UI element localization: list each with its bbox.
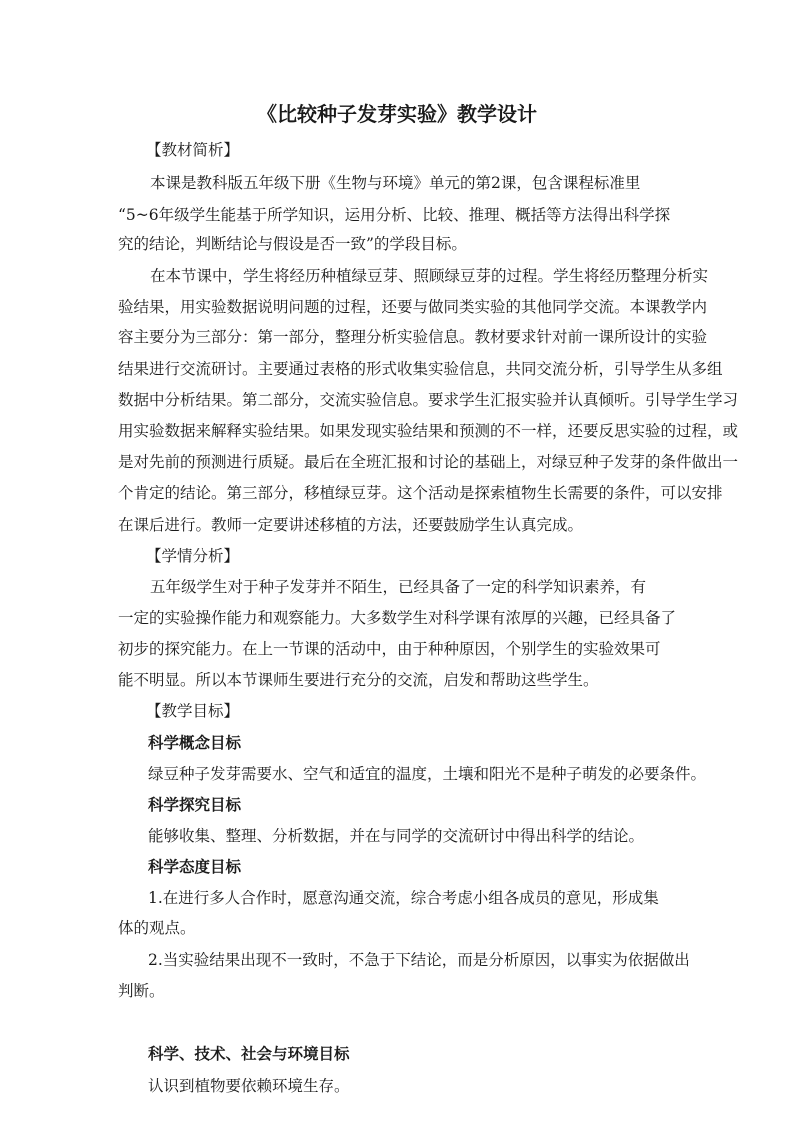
paragraph-line: 绿豆种子发芽需要水、空气和适宜的温度，土壤和阳光不是种子萌发的必要条件。 [148,765,707,783]
paragraph-line: 究的结论，判断结论与假设是否一致”的学段目标。 [118,235,467,253]
paragraph-line: “5~6年级学生能基于所学知识，运用分析、比较、推理、概括等方法得出科学探 [118,206,671,224]
paragraph-line: 五年级学生对于种子发芽并不陌生，已经具备了一定的科学知识素养，有 [150,578,647,596]
paragraph-line: 初步的探究能力。在上一节课的活动中，由于种种原因，个别学生的实验效果可 [118,640,661,658]
paragraph-line: 认识到植物要依赖环境生存。 [148,1077,350,1095]
section-heading-textbook-analysis: 【教材简析】 [146,141,240,159]
subheading-attitude-goal: 科学态度目标 [148,857,242,876]
paragraph-line: 能不明显。所以本节课师生要进行充分的交流，启发和帮助这些学生。 [118,671,599,689]
list-item: 2.当实验结果出现不一致时，不急于下结论，而是分析原因，以事实为依据做出 [148,951,690,969]
paragraph-line: 能够收集、整理、分析数据，并在与同学的交流研讨中得出科学的结论。 [148,827,645,845]
paragraph-line: 数据中分析结果。第二部分，交流实验信息。要求学生汇报实验并认真倾听。引导学生学习 [118,391,739,409]
paragraph-line: 是对先前的预测进行质疑。最后在全班汇报和讨论的基础上，对绿豆种子发芽的条件做出一 [118,453,739,471]
list-item-continuation: 体的观点。 [118,919,196,937]
paragraph-line: 用实验数据来解释实验结果。如果发现实验结果和预测的不一样，还要反思实验的过程，或 [118,422,739,440]
paragraph-line: 在本节课中，学生将经历种植绿豆芽、照顾绿豆芽的过程。学生将经历整理分析实 [150,267,709,285]
paragraph-line: 结果进行交流研讨。主要通过表格的形式收集实验信息，共同交流分析，引导学生从多组 [118,360,723,378]
paragraph-line: 验结果，用实验数据说明问题的过程，还要与做同类实验的其他同学交流。本课教学内 [118,298,708,316]
paragraph-line: 在课后进行。教师一定要讲述移植的方法，还要鼓励学生认真完成。 [118,516,584,534]
paragraph-line: 一定的实验操作能力和观察能力。大多数学生对科学课有浓厚的兴趣，已经具备了 [118,609,677,627]
paragraph-line: 个肯定的结论。第三部分，移植绿豆芽。这个活动是探索植物生长需要的条件，可以安排 [118,484,723,502]
list-item-continuation: 判断。 [118,982,165,1000]
document-title: 《比较种子发芽实验》教学设计 [257,102,537,126]
subheading-inquiry-goal: 科学探究目标 [148,795,242,814]
paragraph-line: 容主要分为三部分：第一部分，整理分析实验信息。教材要求针对前一课所设计的实验 [118,328,708,346]
subheading-concept-goal: 科学概念目标 [148,733,242,752]
list-item: 1.在进行多人合作时，愿意沟通交流，综合考虑小组各成员的意见，形成集 [148,889,659,907]
paragraph-line: 本课是教科版五年级下册《生物与环境》单元的第2课，包含课程标准里 [150,174,641,192]
section-heading-teaching-goals: 【教学目标】 [146,702,240,720]
subheading-sts-goal: 科学、技术、社会与环境目标 [148,1044,350,1063]
section-heading-learner-analysis: 【学情分析】 [146,547,240,565]
